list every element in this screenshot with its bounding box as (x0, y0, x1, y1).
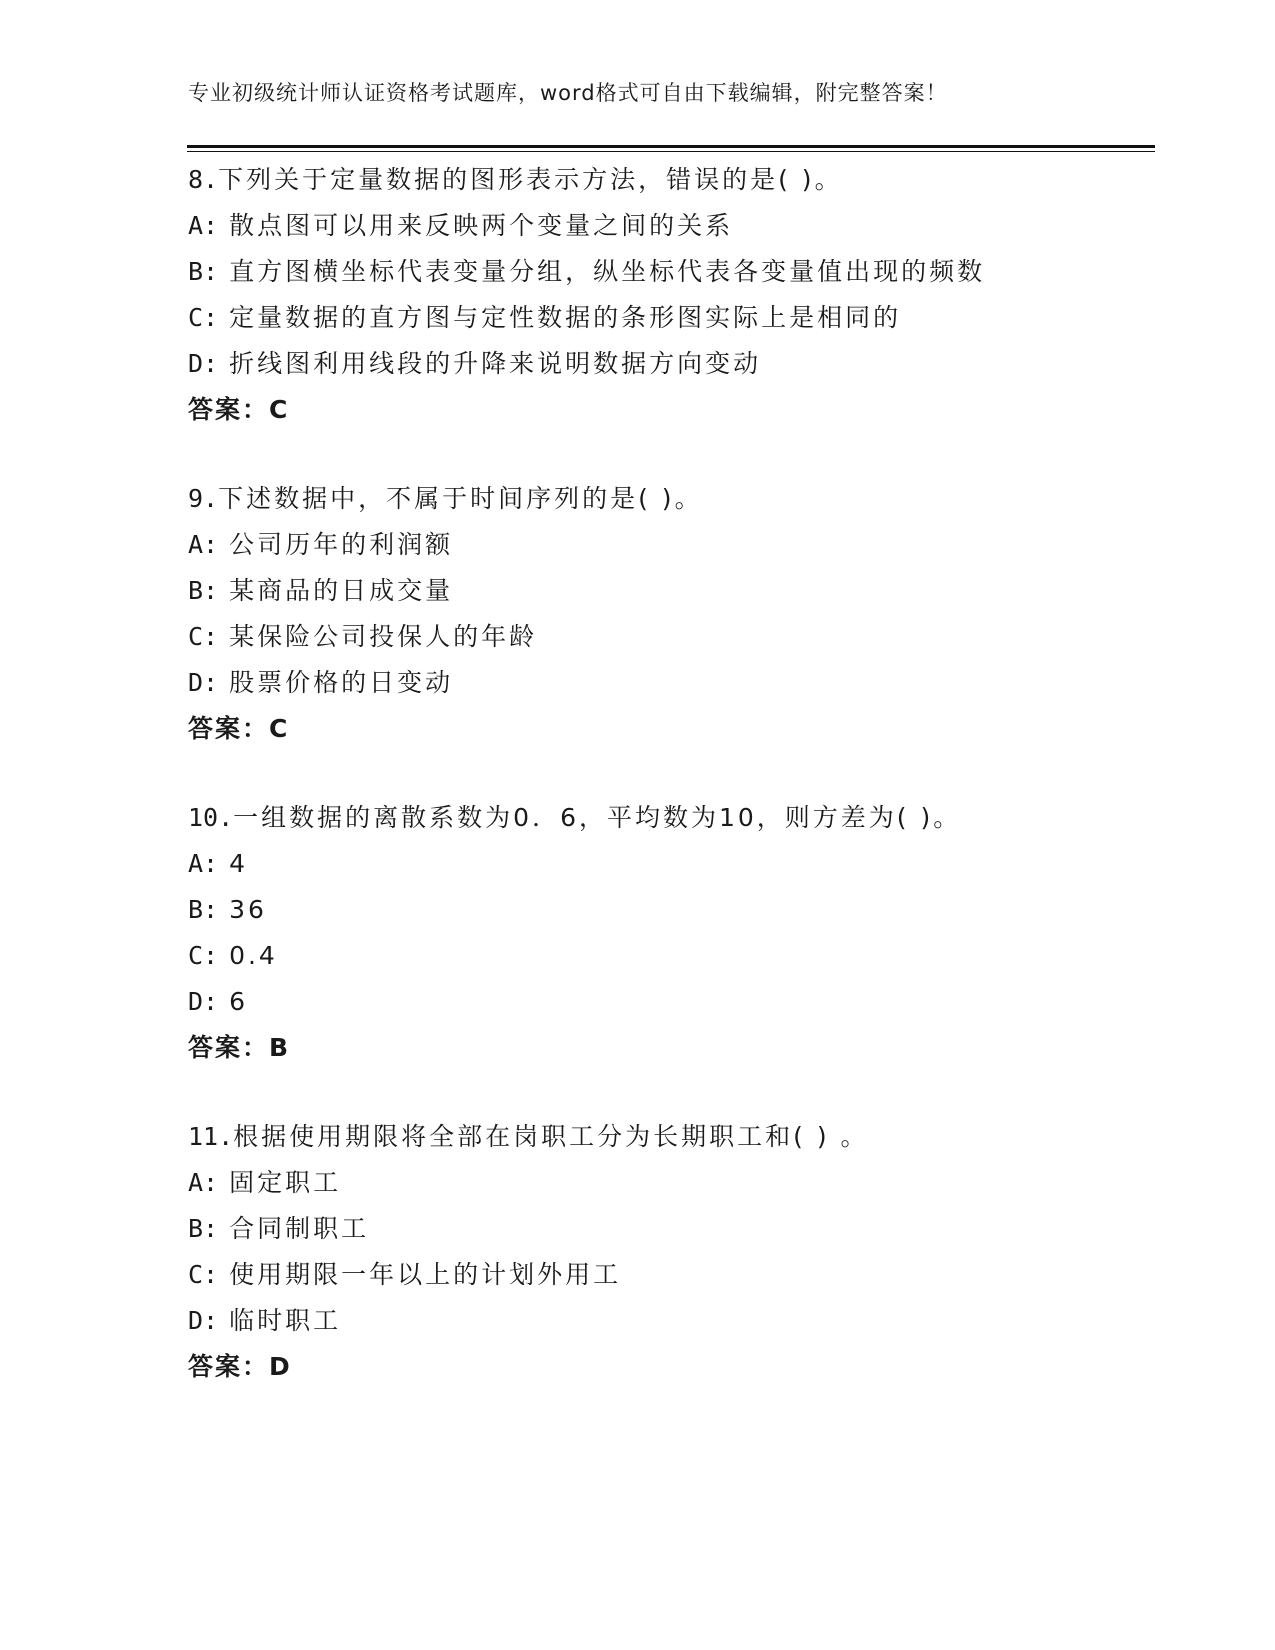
question-8 (188, 157, 1148, 433)
question-stem (188, 1114, 1148, 1160)
option-text: 直方图横坐标代表变量分组，纵坐标代表各变量值出现的频数 (229, 257, 986, 286)
option-d (188, 1298, 1148, 1344)
option-text: 公司历年的利润额 (229, 530, 454, 559)
document-header: 专业初级统计师认证资格考试题库，word格式可自由下载编辑，附完整答案！ (188, 81, 948, 105)
option-text: 固定职工 (229, 1168, 342, 1197)
question-10 (188, 795, 1148, 1071)
option-c (188, 1252, 1148, 1298)
option-text: 股票价格的日变动 (229, 668, 454, 697)
answer: 答案：C (188, 395, 290, 424)
option-label: B: (188, 257, 219, 286)
question-stem (188, 795, 1148, 841)
option-text: 36 (229, 895, 267, 924)
option-a (188, 1160, 1148, 1206)
option-text: 散点图可以用来反映两个变量之间的关系 (229, 211, 734, 240)
option-label: D: (188, 668, 219, 697)
option-label: A: (188, 211, 219, 240)
question-text: 下述数据中，不属于时间序列的是( )。 (218, 484, 703, 513)
option-d (188, 979, 1148, 1025)
option-a (188, 522, 1148, 568)
question-number: 8. (188, 165, 219, 194)
option-label: D: (188, 349, 219, 378)
option-c (188, 933, 1148, 979)
option-text: 折线图利用线段的升降来说明数据方向变动 (229, 349, 762, 378)
option-b (188, 887, 1148, 933)
option-label: D: (188, 987, 219, 1016)
question-stem (188, 157, 1148, 203)
answer: 答案：C (188, 714, 290, 743)
question-number: 11. (188, 1122, 234, 1151)
option-label: C: (188, 1260, 219, 1289)
question-number: 9. (188, 484, 219, 513)
question-text: 下列关于定量数据的图形表示方法，错误的是( )。 (218, 165, 843, 194)
header-rule-thin (187, 151, 1155, 152)
option-text: 4 (229, 849, 248, 878)
option-d (188, 660, 1148, 706)
header-rule-thick (187, 145, 1155, 148)
option-label: A: (188, 530, 219, 559)
option-text: 临时职工 (229, 1306, 342, 1335)
option-label: B: (188, 576, 219, 605)
option-d (188, 341, 1148, 387)
question-11 (188, 1114, 1148, 1390)
option-b (188, 1206, 1148, 1252)
option-c (188, 295, 1148, 341)
option-label: C: (188, 622, 219, 651)
option-text: 6 (229, 987, 248, 1016)
option-c (188, 614, 1148, 660)
option-a (188, 841, 1148, 887)
question-stem (188, 476, 1148, 522)
option-label: C: (188, 941, 219, 970)
option-text: 某商品的日成交量 (229, 576, 454, 605)
option-label: B: (188, 1214, 219, 1243)
option-label: C: (188, 303, 219, 332)
option-label: A: (188, 1168, 219, 1197)
option-a (188, 203, 1148, 249)
option-text: 使用期限一年以上的计划外用工 (229, 1260, 622, 1289)
option-label: B: (188, 895, 219, 924)
question-text: 一组数据的离散系数为0．6，平均数为10，则方差为( )。 (233, 803, 962, 832)
option-label: A: (188, 849, 219, 878)
option-text: 合同制职工 (229, 1214, 370, 1243)
option-label: D: (188, 1306, 219, 1335)
answer: 答案：B (188, 1033, 291, 1062)
question-9 (188, 476, 1148, 752)
answer: 答案：D (188, 1352, 292, 1381)
option-text: 0.4 (229, 941, 278, 970)
option-b (188, 568, 1148, 614)
option-text: 定量数据的直方图与定性数据的条形图实际上是相同的 (229, 303, 902, 332)
option-b (188, 249, 1148, 295)
question-number: 10. (188, 803, 234, 832)
option-text: 某保险公司投保人的年龄 (229, 622, 538, 651)
question-text: 根据使用期限将全部在岗职工分为长期职工和( ) 。 (233, 1122, 869, 1151)
